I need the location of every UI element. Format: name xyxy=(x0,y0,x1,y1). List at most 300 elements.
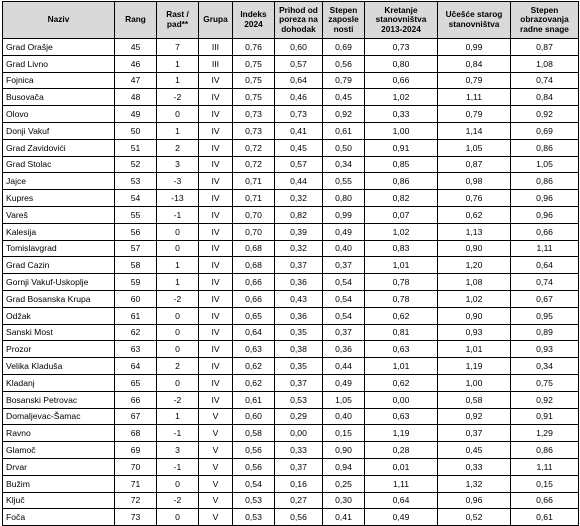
value-cell: 0,62 xyxy=(365,307,438,324)
value-cell: 0,83 xyxy=(365,240,438,257)
value-cell: 0,44 xyxy=(323,358,365,375)
value-cell: 0,82 xyxy=(275,206,323,223)
value-cell: 0,66 xyxy=(511,492,579,509)
value-cell: 0,33 xyxy=(438,458,511,475)
value-cell: 0,81 xyxy=(365,324,438,341)
value-cell: IV xyxy=(199,206,233,223)
value-cell: 0,64 xyxy=(365,492,438,509)
value-cell: 0,56 xyxy=(233,442,275,459)
table-row xyxy=(3,492,579,509)
value-cell: 0,69 xyxy=(511,122,579,139)
value-cell: 0 xyxy=(157,341,199,358)
value-cell: 0,34 xyxy=(323,156,365,173)
table-row xyxy=(3,324,579,341)
municipality-name-cell: Bosanski Petrovac xyxy=(3,391,115,408)
value-cell: 0,34 xyxy=(511,358,579,375)
municipality-name-cell: Grad Bosanska Krupa xyxy=(3,290,115,307)
value-cell: 0,58 xyxy=(438,391,511,408)
value-cell: 0,54 xyxy=(323,307,365,324)
value-cell: IV xyxy=(199,391,233,408)
value-cell: 72 xyxy=(115,492,157,509)
value-cell: 0,54 xyxy=(323,290,365,307)
table-body xyxy=(3,39,579,526)
value-cell: 1,05 xyxy=(511,156,579,173)
value-cell: 49 xyxy=(115,106,157,123)
value-cell: IV xyxy=(199,290,233,307)
value-cell: 52 xyxy=(115,156,157,173)
value-cell: 0,66 xyxy=(511,223,579,240)
value-cell: 0,52 xyxy=(438,509,511,526)
value-cell: 0,99 xyxy=(438,39,511,56)
table-row xyxy=(3,458,579,475)
value-cell: 0,79 xyxy=(438,106,511,123)
municipality-name-cell: Jajce xyxy=(3,173,115,190)
value-cell: 3 xyxy=(157,156,199,173)
value-cell: 0,54 xyxy=(323,274,365,291)
value-cell: 1,11 xyxy=(511,240,579,257)
value-cell: 0,99 xyxy=(323,206,365,223)
value-cell: 1 xyxy=(157,55,199,72)
table-row xyxy=(3,223,579,240)
value-cell: 0,32 xyxy=(275,190,323,207)
municipality-name-cell: Ravno xyxy=(3,425,115,442)
value-cell: -2 xyxy=(157,290,199,307)
value-cell: 0,01 xyxy=(365,458,438,475)
value-cell: IV xyxy=(199,72,233,89)
value-cell: 58 xyxy=(115,257,157,274)
value-cell: 0,75 xyxy=(233,72,275,89)
value-cell: 51 xyxy=(115,139,157,156)
value-cell: 1,14 xyxy=(438,122,511,139)
table-row xyxy=(3,341,579,358)
value-cell: 0,71 xyxy=(233,190,275,207)
value-cell: V xyxy=(199,408,233,425)
value-cell: 0,35 xyxy=(275,324,323,341)
municipality-name-cell: Domaljevac-Šamac xyxy=(3,408,115,425)
value-cell: 1,01 xyxy=(365,358,438,375)
table-row xyxy=(3,274,579,291)
value-cell: 0,64 xyxy=(275,72,323,89)
municipality-name-cell: Kalesija xyxy=(3,223,115,240)
value-cell: 0,37 xyxy=(275,374,323,391)
municipality-name-cell: Busovača xyxy=(3,89,115,106)
value-cell: IV xyxy=(199,374,233,391)
value-cell: 57 xyxy=(115,240,157,257)
value-cell: 0,94 xyxy=(323,458,365,475)
value-cell: 0 xyxy=(157,106,199,123)
value-cell: 0,63 xyxy=(233,341,275,358)
value-cell: IV xyxy=(199,173,233,190)
municipality-name-cell: Kladanj xyxy=(3,374,115,391)
municipality-index-table xyxy=(2,1,579,526)
value-cell: 0,40 xyxy=(323,408,365,425)
value-cell: 0,86 xyxy=(511,442,579,459)
table-row xyxy=(3,139,579,156)
table-header xyxy=(3,2,579,39)
value-cell: 0,45 xyxy=(275,139,323,156)
value-cell: 1 xyxy=(157,274,199,291)
column-header: Prihod od poreza na dohodak xyxy=(275,2,323,39)
value-cell: 0,93 xyxy=(438,324,511,341)
value-cell: 0,57 xyxy=(275,156,323,173)
value-cell: 0,91 xyxy=(511,408,579,425)
value-cell: 0,66 xyxy=(233,290,275,307)
value-cell: III xyxy=(199,39,233,56)
table-row xyxy=(3,257,579,274)
value-cell: 0,92 xyxy=(511,106,579,123)
value-cell: 1,19 xyxy=(438,358,511,375)
table-row xyxy=(3,240,579,257)
value-cell: 0,49 xyxy=(323,374,365,391)
value-cell: 0 xyxy=(157,475,199,492)
value-cell: 65 xyxy=(115,374,157,391)
header-row xyxy=(3,2,579,39)
value-cell: 0,62 xyxy=(438,206,511,223)
value-cell: -2 xyxy=(157,391,199,408)
value-cell: 0,25 xyxy=(323,475,365,492)
value-cell: 0,38 xyxy=(275,341,323,358)
value-cell: 0,16 xyxy=(275,475,323,492)
value-cell: 0,75 xyxy=(233,55,275,72)
table-row xyxy=(3,475,579,492)
value-cell: 0,90 xyxy=(438,307,511,324)
value-cell: 0,89 xyxy=(511,324,579,341)
table-row xyxy=(3,509,579,526)
column-header: Stepen obrazovanja radne snage xyxy=(511,2,579,39)
value-cell: 1 xyxy=(157,122,199,139)
value-cell: V xyxy=(199,425,233,442)
value-cell: IV xyxy=(199,156,233,173)
table-row xyxy=(3,374,579,391)
column-header: Kretanje stanovništva 2013-2024 xyxy=(365,2,438,39)
value-cell: 0,54 xyxy=(233,475,275,492)
value-cell: 0,73 xyxy=(233,106,275,123)
table-row xyxy=(3,106,579,123)
value-cell: 2 xyxy=(157,358,199,375)
value-cell: 56 xyxy=(115,223,157,240)
value-cell: 0,37 xyxy=(438,425,511,442)
table-row xyxy=(3,408,579,425)
table-row xyxy=(3,206,579,223)
municipality-name-cell: Velika Kladuša xyxy=(3,358,115,375)
value-cell: 0,68 xyxy=(233,240,275,257)
value-cell: 1,02 xyxy=(365,223,438,240)
municipality-name-cell: Grad Cazin xyxy=(3,257,115,274)
value-cell: 53 xyxy=(115,173,157,190)
table-row xyxy=(3,55,579,72)
value-cell: IV xyxy=(199,341,233,358)
value-cell: 0,96 xyxy=(511,190,579,207)
value-cell: 0,82 xyxy=(365,190,438,207)
value-cell: 0,64 xyxy=(511,257,579,274)
value-cell: 46 xyxy=(115,55,157,72)
municipality-name-cell: Foča xyxy=(3,509,115,526)
value-cell: 0,79 xyxy=(323,72,365,89)
value-cell: 71 xyxy=(115,475,157,492)
value-cell: -2 xyxy=(157,492,199,509)
value-cell: 0,46 xyxy=(275,89,323,106)
value-cell: IV xyxy=(199,139,233,156)
value-cell: 0,64 xyxy=(233,324,275,341)
municipality-name-cell: Drvar xyxy=(3,458,115,475)
value-cell: 0,76 xyxy=(233,39,275,56)
municipality-name-cell: Grad Zavidovići xyxy=(3,139,115,156)
value-cell: 7 xyxy=(157,39,199,56)
value-cell: 0,87 xyxy=(438,156,511,173)
value-cell: 0,66 xyxy=(365,72,438,89)
value-cell: -1 xyxy=(157,458,199,475)
table-row xyxy=(3,72,579,89)
value-cell: 1,08 xyxy=(438,274,511,291)
value-cell: 0,56 xyxy=(233,458,275,475)
value-cell: 0,56 xyxy=(275,509,323,526)
value-cell: IV xyxy=(199,223,233,240)
value-cell: 0,86 xyxy=(511,173,579,190)
municipality-name-cell: Kupres xyxy=(3,190,115,207)
value-cell: 1,02 xyxy=(365,89,438,106)
municipality-name-cell: Gornji Vakuf-Uskoplje xyxy=(3,274,115,291)
municipality-name-cell: Ključ xyxy=(3,492,115,509)
value-cell: 0,56 xyxy=(323,55,365,72)
value-cell: 3 xyxy=(157,442,199,459)
value-cell: 1,32 xyxy=(438,475,511,492)
value-cell: 0,65 xyxy=(233,307,275,324)
value-cell: IV xyxy=(199,240,233,257)
value-cell: 0 xyxy=(157,374,199,391)
value-cell: 0,73 xyxy=(365,39,438,56)
value-cell: 0,79 xyxy=(438,72,511,89)
value-cell: 0,00 xyxy=(275,425,323,442)
value-cell: 45 xyxy=(115,39,157,56)
table-row xyxy=(3,425,579,442)
table-row xyxy=(3,391,579,408)
value-cell: 0,69 xyxy=(323,39,365,56)
value-cell: IV xyxy=(199,324,233,341)
value-cell: 0,49 xyxy=(323,223,365,240)
value-cell: 1,00 xyxy=(365,122,438,139)
value-cell: 1,00 xyxy=(438,374,511,391)
municipality-name-cell: Grad Stolac xyxy=(3,156,115,173)
value-cell: 0,41 xyxy=(323,509,365,526)
value-cell: 0,90 xyxy=(323,442,365,459)
value-cell: V xyxy=(199,475,233,492)
column-header: Učešće starog stanovništva xyxy=(438,2,511,39)
table-row xyxy=(3,122,579,139)
value-cell: 0,63 xyxy=(365,341,438,358)
value-cell: -1 xyxy=(157,206,199,223)
municipality-name-cell: Fojnica xyxy=(3,72,115,89)
value-cell: 0,27 xyxy=(275,492,323,509)
table-row xyxy=(3,290,579,307)
value-cell: IV xyxy=(199,274,233,291)
value-cell: 1,29 xyxy=(511,425,579,442)
value-cell: 0,37 xyxy=(323,257,365,274)
value-cell: 0,92 xyxy=(438,408,511,425)
value-cell: 69 xyxy=(115,442,157,459)
value-cell: 1,05 xyxy=(323,391,365,408)
value-cell: 73 xyxy=(115,509,157,526)
value-cell: 0,53 xyxy=(233,509,275,526)
value-cell: 0,70 xyxy=(233,223,275,240)
value-cell: 48 xyxy=(115,89,157,106)
value-cell: 0,95 xyxy=(511,307,579,324)
value-cell: 0,84 xyxy=(438,55,511,72)
value-cell: 0,53 xyxy=(233,492,275,509)
value-cell: V xyxy=(199,492,233,509)
value-cell: 0,73 xyxy=(233,122,275,139)
value-cell: 59 xyxy=(115,274,157,291)
value-cell: 0,76 xyxy=(438,190,511,207)
value-cell: 0,28 xyxy=(365,442,438,459)
value-cell: 0,41 xyxy=(275,122,323,139)
value-cell: 2 xyxy=(157,139,199,156)
municipality-name-cell: Tomislavgrad xyxy=(3,240,115,257)
value-cell: 0,73 xyxy=(275,106,323,123)
value-cell: IV xyxy=(199,257,233,274)
value-cell: 1 xyxy=(157,72,199,89)
value-cell: 0,33 xyxy=(275,442,323,459)
value-cell: 0,63 xyxy=(365,408,438,425)
value-cell: 0,29 xyxy=(275,408,323,425)
value-cell: 0,84 xyxy=(511,89,579,106)
municipality-name-cell: Grad Orašje xyxy=(3,39,115,56)
value-cell: 0,96 xyxy=(438,492,511,509)
value-cell: 1,19 xyxy=(365,425,438,442)
value-cell: IV xyxy=(199,307,233,324)
value-cell: 0,80 xyxy=(323,190,365,207)
value-cell: V xyxy=(199,442,233,459)
value-cell: IV xyxy=(199,190,233,207)
value-cell: 0,15 xyxy=(323,425,365,442)
table-row xyxy=(3,173,579,190)
value-cell: 0,35 xyxy=(275,358,323,375)
value-cell: 0,74 xyxy=(511,72,579,89)
value-cell: 62 xyxy=(115,324,157,341)
value-cell: 0,44 xyxy=(275,173,323,190)
table-row xyxy=(3,156,579,173)
value-cell: 0,40 xyxy=(323,240,365,257)
table-row xyxy=(3,89,579,106)
value-cell: 55 xyxy=(115,206,157,223)
value-cell: -3 xyxy=(157,173,199,190)
table-row xyxy=(3,39,579,56)
value-cell: 0,32 xyxy=(275,240,323,257)
value-cell: -2 xyxy=(157,89,199,106)
value-cell: 68 xyxy=(115,425,157,442)
column-header: Naziv xyxy=(3,2,115,39)
value-cell: 0,37 xyxy=(275,257,323,274)
value-cell: 0,80 xyxy=(365,55,438,72)
value-cell: 0 xyxy=(157,307,199,324)
value-cell: 0,50 xyxy=(323,139,365,156)
value-cell: IV xyxy=(199,358,233,375)
value-cell: 0,60 xyxy=(233,408,275,425)
value-cell: 70 xyxy=(115,458,157,475)
value-cell: 64 xyxy=(115,358,157,375)
value-cell: 0 xyxy=(157,509,199,526)
value-cell: 0,53 xyxy=(275,391,323,408)
value-cell: 0,15 xyxy=(511,475,579,492)
value-cell: 0,87 xyxy=(511,39,579,56)
value-cell: 0 xyxy=(157,223,199,240)
value-cell: 0,61 xyxy=(511,509,579,526)
value-cell: 0,62 xyxy=(365,374,438,391)
column-header: Indeks 2024 xyxy=(233,2,275,39)
value-cell: 0,72 xyxy=(233,139,275,156)
municipality-name-cell: Odžak xyxy=(3,307,115,324)
value-cell: 1 xyxy=(157,408,199,425)
column-header: Rang xyxy=(115,2,157,39)
value-cell: -13 xyxy=(157,190,199,207)
value-cell: 0,71 xyxy=(233,173,275,190)
value-cell: 0,62 xyxy=(233,374,275,391)
value-cell: 0,61 xyxy=(233,391,275,408)
value-cell: 0,58 xyxy=(233,425,275,442)
municipality-name-cell: Donji Vakuf xyxy=(3,122,115,139)
value-cell: 1,11 xyxy=(365,475,438,492)
value-cell: -1 xyxy=(157,425,199,442)
value-cell: 0,91 xyxy=(365,139,438,156)
value-cell: 0,36 xyxy=(323,341,365,358)
value-cell: 0,78 xyxy=(365,290,438,307)
value-cell: 0,00 xyxy=(365,391,438,408)
value-cell: 1,20 xyxy=(438,257,511,274)
value-cell: 47 xyxy=(115,72,157,89)
value-cell: 0,30 xyxy=(323,492,365,509)
value-cell: III xyxy=(199,55,233,72)
value-cell: 0,90 xyxy=(438,240,511,257)
value-cell: 0,78 xyxy=(365,274,438,291)
column-header: Stepen zaposle nosti xyxy=(323,2,365,39)
value-cell: 1,11 xyxy=(511,458,579,475)
municipality-name-cell: Sanski Most xyxy=(3,324,115,341)
table-row xyxy=(3,307,579,324)
value-cell: 50 xyxy=(115,122,157,139)
value-cell: 66 xyxy=(115,391,157,408)
value-cell: 1,02 xyxy=(438,290,511,307)
value-cell: 0,36 xyxy=(275,274,323,291)
value-cell: 0,36 xyxy=(275,307,323,324)
value-cell: 0,96 xyxy=(511,206,579,223)
value-cell: 0,67 xyxy=(511,290,579,307)
table-row xyxy=(3,190,579,207)
value-cell: 0,07 xyxy=(365,206,438,223)
value-cell: IV xyxy=(199,122,233,139)
value-cell: 0,61 xyxy=(323,122,365,139)
value-cell: 0,33 xyxy=(365,106,438,123)
value-cell: 0,45 xyxy=(438,442,511,459)
value-cell: 1,13 xyxy=(438,223,511,240)
value-cell: 0 xyxy=(157,324,199,341)
value-cell: 0,68 xyxy=(233,257,275,274)
value-cell: 0,98 xyxy=(438,173,511,190)
value-cell: 0,72 xyxy=(233,156,275,173)
value-cell: 0,85 xyxy=(365,156,438,173)
municipality-name-cell: Prozor xyxy=(3,341,115,358)
value-cell: 0,92 xyxy=(511,391,579,408)
value-cell: 0,86 xyxy=(511,139,579,156)
value-cell: 0,37 xyxy=(275,458,323,475)
municipality-name-cell: Vareš xyxy=(3,206,115,223)
value-cell: 0,75 xyxy=(233,89,275,106)
table-row xyxy=(3,358,579,375)
value-cell: 1,05 xyxy=(438,139,511,156)
value-cell: 0,66 xyxy=(233,274,275,291)
value-cell: 60 xyxy=(115,290,157,307)
value-cell: 54 xyxy=(115,190,157,207)
value-cell: 0,62 xyxy=(233,358,275,375)
value-cell: 0 xyxy=(157,240,199,257)
